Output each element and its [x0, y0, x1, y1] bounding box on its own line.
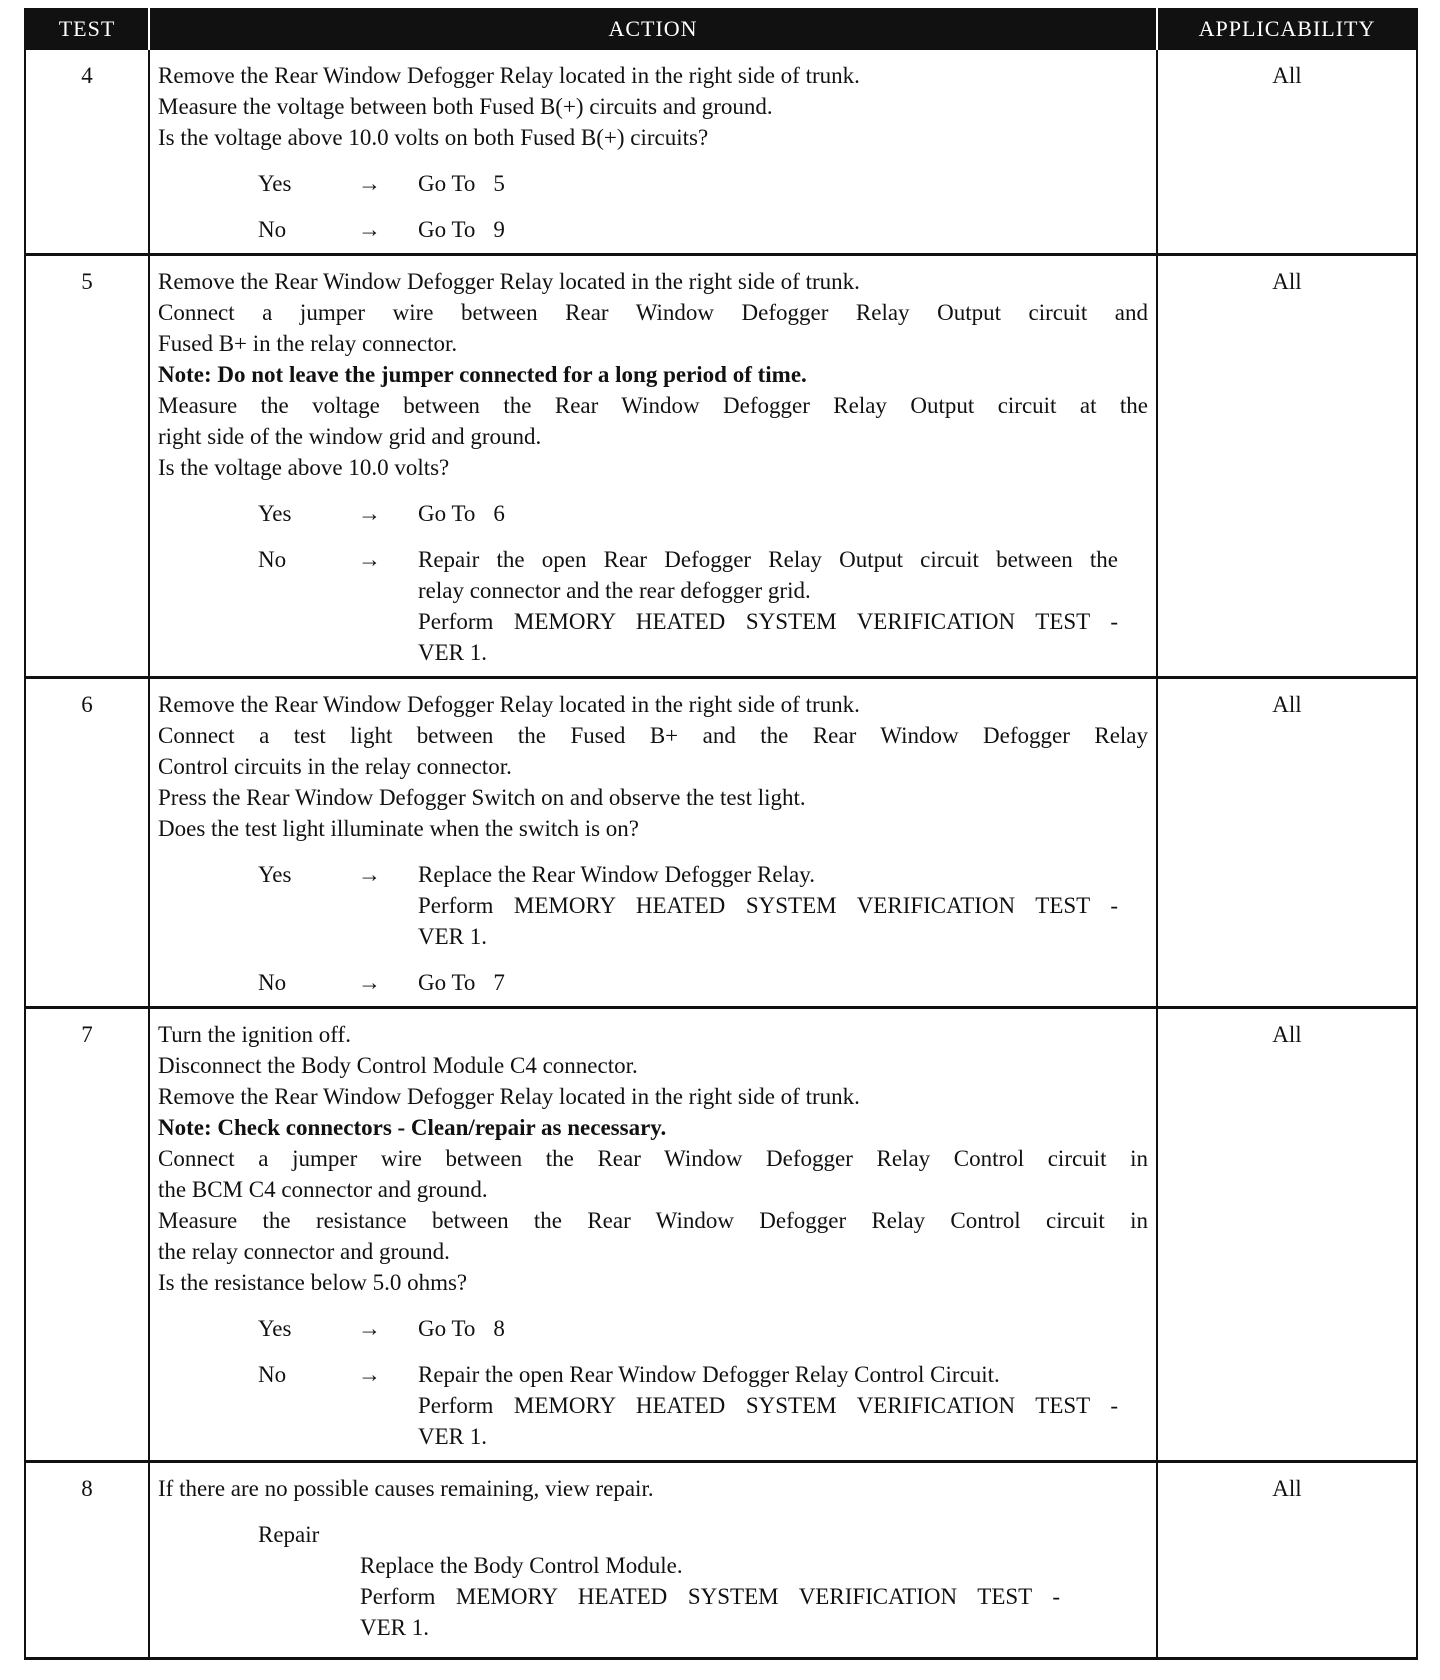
- arrow-right-icon: →: [358, 862, 381, 887]
- outcome-line: Perform MEMORY HEATED SYSTEM VERIFICATION TEST -: [418, 609, 1118, 634]
- action-note: Note: Do not leave the jumper connected for a long period of time.: [158, 362, 807, 387]
- action-cell: [149, 1008, 1157, 1462]
- test-number: 7: [25, 1008, 149, 1462]
- table-row-test-5: [25, 255, 1417, 678]
- action-line: Measure the voltage between both Fused B(+) circuits and ground.: [158, 94, 773, 119]
- arrow-right-icon: →: [358, 171, 381, 196]
- outcome-yes: [158, 168, 1148, 199]
- action-cell: [149, 678, 1157, 1008]
- outcome-yes: [158, 1313, 1148, 1344]
- arrow-right-icon: →: [358, 547, 381, 572]
- applicability-cell: All: [1157, 49, 1417, 255]
- action-line: Is the resistance below 5.0 ohms?: [158, 1270, 468, 1295]
- outcome-label: No: [258, 1362, 287, 1387]
- action-line: Turn the ignition off.: [158, 1022, 351, 1047]
- outcome-line: Perform MEMORY HEATED SYSTEM VERIFICATION TEST -: [418, 1393, 1118, 1418]
- action-line: Connect a test light between the Fused B+ and the Rear Window Defogger Relay: [158, 723, 1148, 748]
- outcome-no: [158, 967, 1148, 998]
- action-line: Disconnect the Body Control Module C4 connector.: [158, 1053, 638, 1078]
- outcome-line: VER 1.: [418, 1424, 487, 1449]
- outcome-label: Yes: [258, 1316, 292, 1341]
- goto-text: Go To: [418, 217, 476, 242]
- header-action: ACTION: [149, 8, 1157, 49]
- action-line: Is the voltage above 10.0 volts on both Fused B(+) circuits?: [158, 125, 709, 150]
- outcome-line: Repair the open Rear Window Defogger Relay Control Circuit.: [418, 1362, 1000, 1387]
- action-line: If there are no possible causes remaining, view repair.: [158, 1476, 654, 1501]
- test-number: 4: [25, 49, 149, 255]
- arrow-right-icon: →: [358, 1362, 381, 1387]
- outcome-label: Yes: [258, 501, 292, 526]
- table-row-test-8: [25, 1462, 1417, 1659]
- action-line: Connect a jumper wire between the Rear Window Defogger Relay Control circuit in: [158, 1146, 1148, 1171]
- action-cell: [149, 1462, 1157, 1659]
- outcome-no: [158, 544, 1148, 668]
- action-line: Remove the Rear Window Defogger Relay located in the right side of trunk.: [158, 269, 860, 294]
- outcome-label: No: [258, 217, 287, 242]
- outcome-label: No: [258, 970, 287, 995]
- action-cell: [149, 49, 1157, 255]
- diagnostic-test-table: [24, 8, 1418, 1660]
- action-line: right side of the window grid and ground.: [158, 424, 542, 449]
- outcome-line: relay connector and the rear defogger grid.: [418, 578, 811, 603]
- action-line: Remove the Rear Window Defogger Relay located in the right side of trunk.: [158, 692, 860, 717]
- outcome-line: Repair the open Rear Defogger Relay Output circuit between the: [418, 547, 1118, 572]
- action-line: the BCM C4 connector and ground.: [158, 1177, 488, 1202]
- goto-number: 6: [493, 501, 505, 526]
- goto-number: 9: [493, 217, 505, 242]
- arrow-right-icon: →: [358, 970, 381, 995]
- table-header-row: [25, 8, 1417, 49]
- goto-number: 7: [493, 970, 505, 995]
- repair-line: Perform MEMORY HEATED SYSTEM VERIFICATION TEST -: [360, 1584, 1060, 1609]
- action-line: Press the Rear Window Defogger Switch on and observe the test light.: [158, 785, 806, 810]
- repair-line: Replace the Body Control Module.: [360, 1553, 683, 1578]
- action-line: Remove the Rear Window Defogger Relay located in the right side of trunk.: [158, 63, 860, 88]
- table-row-test-6: [25, 678, 1417, 1008]
- outcome-yes: [158, 859, 1148, 952]
- outcome-label: No: [258, 547, 287, 572]
- applicability-cell: All: [1157, 255, 1417, 678]
- action-line: the relay connector and ground.: [158, 1239, 450, 1264]
- test-number: 5: [25, 255, 149, 678]
- action-line: Fused B+ in the relay connector.: [158, 331, 458, 356]
- test-number: 8: [25, 1462, 149, 1659]
- repair-line: VER 1.: [360, 1615, 429, 1640]
- action-line: Is the voltage above 10.0 volts?: [158, 455, 450, 480]
- goto-number: 5: [493, 171, 505, 196]
- outcome-line: VER 1.: [418, 924, 487, 949]
- goto-text: Go To: [418, 501, 476, 526]
- repair-label: Repair: [258, 1522, 320, 1547]
- outcome-line: Replace the Rear Window Defogger Relay.: [418, 862, 815, 887]
- applicability-cell: All: [1157, 678, 1417, 1008]
- arrow-right-icon: →: [358, 1316, 381, 1341]
- test-number: 6: [25, 678, 149, 1008]
- action-line: Does the test light illuminate when the switch is on?: [158, 816, 640, 841]
- outcome-label: Yes: [258, 171, 292, 196]
- table-row-test-4: [25, 49, 1417, 255]
- outcome-yes: [158, 498, 1148, 529]
- outcome-label: Yes: [258, 862, 292, 887]
- goto-text: Go To: [418, 171, 476, 196]
- table-row-test-7: [25, 1008, 1417, 1462]
- header-applicability: APPLICABILITY: [1157, 8, 1417, 49]
- action-note: Note: Check connectors - Clean/repair as necessary.: [158, 1115, 667, 1140]
- repair-block: [158, 1519, 1148, 1643]
- outcome-no: [158, 214, 1148, 245]
- outcome-line: VER 1.: [418, 640, 487, 665]
- action-line: Connect a jumper wire between Rear Window Defogger Relay Output circuit and: [158, 300, 1148, 325]
- arrow-right-icon: →: [358, 217, 381, 242]
- goto-number: 8: [493, 1316, 505, 1341]
- applicability-cell: All: [1157, 1462, 1417, 1659]
- action-line: Measure the voltage between the Rear Window Defogger Relay Output circuit at the: [158, 393, 1148, 418]
- goto-text: Go To: [418, 1316, 476, 1341]
- header-test: TEST: [25, 8, 149, 49]
- action-line: Remove the Rear Window Defogger Relay located in the right side of trunk.: [158, 1084, 860, 1109]
- action-line: Control circuits in the relay connector.: [158, 754, 512, 779]
- applicability-cell: All: [1157, 1008, 1417, 1462]
- action-line: Measure the resistance between the Rear Window Defogger Relay Control circuit in: [158, 1208, 1148, 1233]
- arrow-right-icon: →: [358, 501, 381, 526]
- outcome-line: Perform MEMORY HEATED SYSTEM VERIFICATION TEST -: [418, 893, 1118, 918]
- outcome-no: [158, 1359, 1148, 1452]
- action-cell: [149, 255, 1157, 678]
- goto-text: Go To: [418, 970, 476, 995]
